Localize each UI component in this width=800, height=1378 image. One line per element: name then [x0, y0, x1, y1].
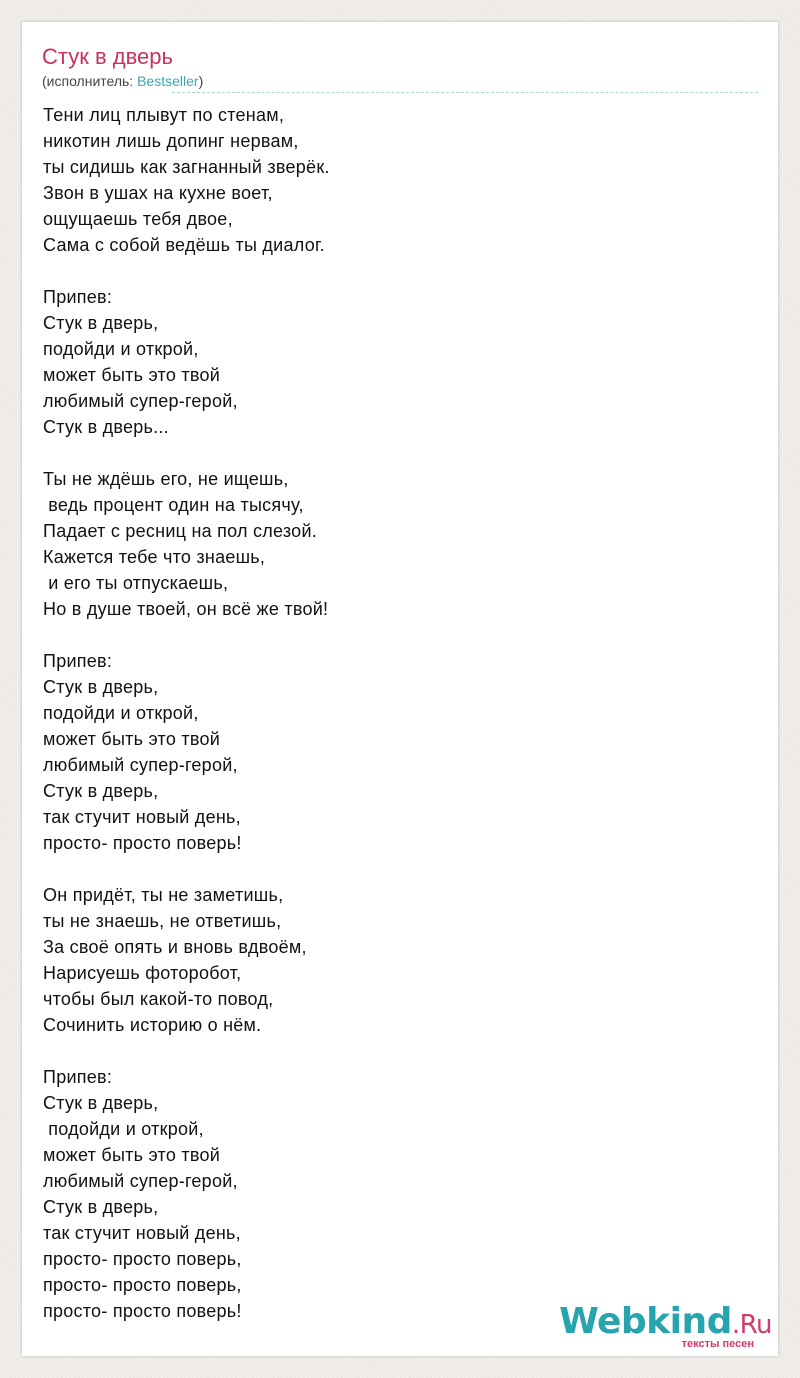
lyric-line: просто- просто поверь,: [43, 1275, 242, 1295]
lyric-line: Стук в дверь,: [43, 313, 159, 333]
lyric-line: ощущаешь тебя двое,: [43, 209, 233, 229]
lyric-line: так стучит новый день,: [43, 807, 241, 827]
lyric-line: любимый супер-герой,: [43, 1171, 238, 1191]
lyric-line: просто- просто поверь,: [43, 1249, 242, 1269]
lyric-line: Припев:: [43, 651, 113, 671]
lyric-line: Стук в дверь...: [43, 417, 169, 437]
lyrics-text: [43, 102, 330, 1324]
lyric-line: Нарисуешь фоторобот,: [43, 963, 242, 983]
lyric-line: Припев:: [43, 287, 113, 307]
lyric-line: Стук в дверь,: [43, 677, 159, 697]
lyric-line: подойди и открой,: [43, 339, 199, 359]
lyric-line: подойди и открой,: [43, 1119, 204, 1139]
artist-prefix: (исполнитель:: [42, 73, 138, 89]
logo-tagline: тексты песен: [681, 1338, 754, 1350]
lyric-line: Он придёт, ты не заметишь,: [43, 885, 284, 905]
lyric-line: ты не знаешь, не ответишь,: [43, 911, 282, 931]
lyric-line: [43, 1038, 330, 1064]
artist-suffix: ): [198, 73, 204, 89]
lyric-line: Припев:: [43, 1067, 113, 1087]
lyric-line: подойди и открой,: [43, 703, 199, 723]
lyric-line: Но в душе твоей, он всё же твой!: [43, 599, 329, 619]
lyric-line: Стук в дверь,: [43, 1197, 159, 1217]
lyric-line: Ты не ждёшь его, не ищешь,: [43, 469, 289, 489]
lyric-line: просто- просто поверь!: [43, 1301, 242, 1321]
lyric-line: [43, 258, 330, 284]
lyric-line: [43, 856, 330, 882]
lyric-line: ведь процент один на тысячу,: [43, 495, 304, 515]
lyric-line: Стук в дверь,: [43, 781, 159, 801]
lyric-line: [43, 622, 330, 648]
site-logo[interactable]: [559, 1301, 772, 1350]
lyric-line: так стучит новый день,: [43, 1223, 241, 1243]
lyric-line: никотин лишь допинг нервам,: [43, 131, 299, 151]
lyrics-card: [22, 22, 778, 1356]
lyric-line: может быть это твой: [43, 365, 221, 385]
lyric-line: любимый супер-герой,: [43, 391, 238, 411]
lyric-line: чтобы был какой-то повод,: [43, 989, 274, 1009]
lyric-line: Кажется тебе что знаешь,: [43, 547, 266, 567]
lyric-line: Сама с собой ведёшь ты диалог.: [43, 235, 325, 255]
artist-line: [42, 72, 203, 90]
song-title: Стук в дверь: [42, 44, 173, 69]
lyric-line: любимый супер-герой,: [43, 755, 238, 775]
logo-word: Webkind: [559, 1301, 732, 1342]
lyric-line: Звон в ушах на кухне воет,: [43, 183, 273, 203]
lyric-line: [43, 440, 330, 466]
lyric-line: ты сидишь как загнанный зверёк.: [43, 157, 330, 177]
lyric-line: может быть это твой: [43, 729, 221, 749]
lyric-line: Тени лиц плывут по стенам,: [43, 105, 285, 125]
lyric-line: и его ты отпускаешь,: [43, 573, 229, 593]
lyric-line: может быть это твой: [43, 1145, 221, 1165]
lyric-line: Сочинить историю о нём.: [43, 1015, 262, 1035]
lyric-line: За своё опять и вновь вдвоём,: [43, 937, 307, 957]
artist-link[interactable]: Bestseller: [137, 73, 199, 89]
lyric-line: Падает с ресниц на пол слезой.: [43, 521, 318, 541]
logo-ru: .Ru: [731, 1310, 772, 1340]
lyric-line: просто- просто поверь!: [43, 833, 242, 853]
title-divider: [172, 92, 758, 93]
lyric-line: Стук в дверь,: [43, 1093, 159, 1113]
